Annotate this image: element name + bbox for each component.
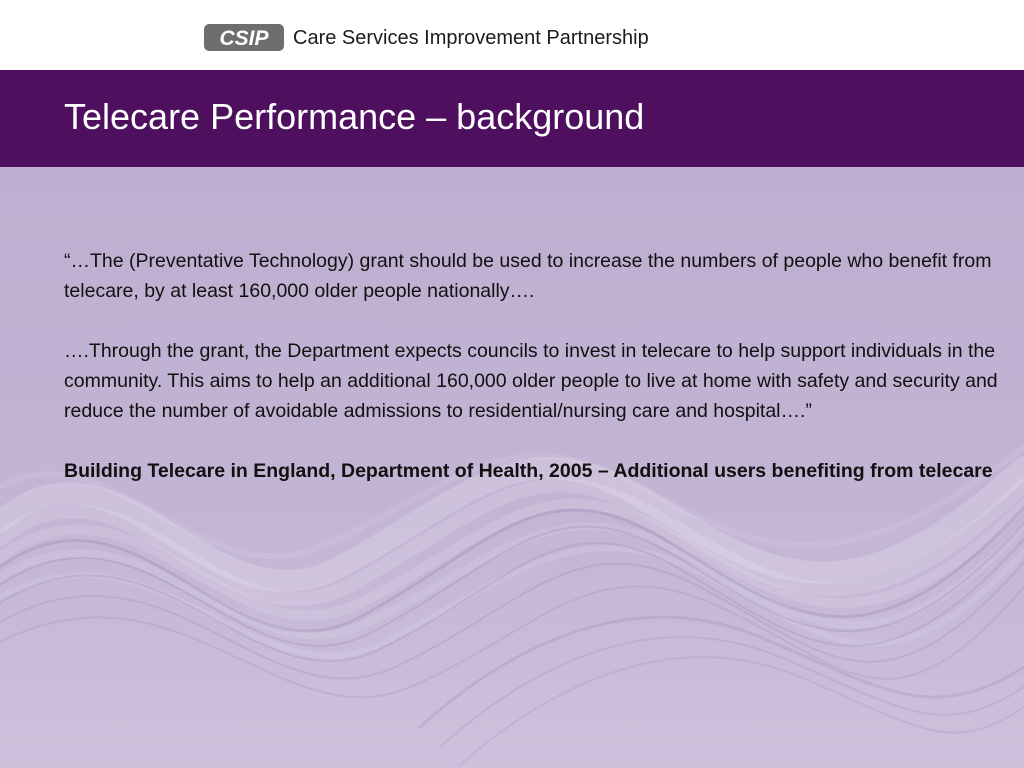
paragraph-spacer [64, 426, 1004, 456]
quote-paragraph-1: “…The (Preventative Technology) grant should be used to increase the numbers of people who benefit from telecare, by at least 160,000 older people nationally…. [64, 250, 992, 302]
organisation-name: Care Services Improvement Partnership [293, 27, 649, 49]
logo-text: CSIP [219, 27, 269, 50]
logo-header [0, 0, 1024, 70]
paragraph-spacer [64, 306, 1004, 336]
quote-block [64, 246, 1004, 486]
quote-paragraph-2: ….Through the grant, the Department expects councils to invest in telecare to help support individuals in the community. This aims to help an additional 160,000 older people to live at home with safety and security and reduce the number of avoidable admissions to residential/nursing care and hospital….” [64, 340, 998, 422]
slide-title: Telecare Performance – background [64, 96, 645, 137]
citation: Building Telecare in England, Department of Health, 2005 – Additional users benefiting from telecare [64, 460, 993, 482]
content-area [0, 167, 1024, 768]
title-band [0, 70, 1024, 167]
csip-logo [204, 24, 284, 51]
